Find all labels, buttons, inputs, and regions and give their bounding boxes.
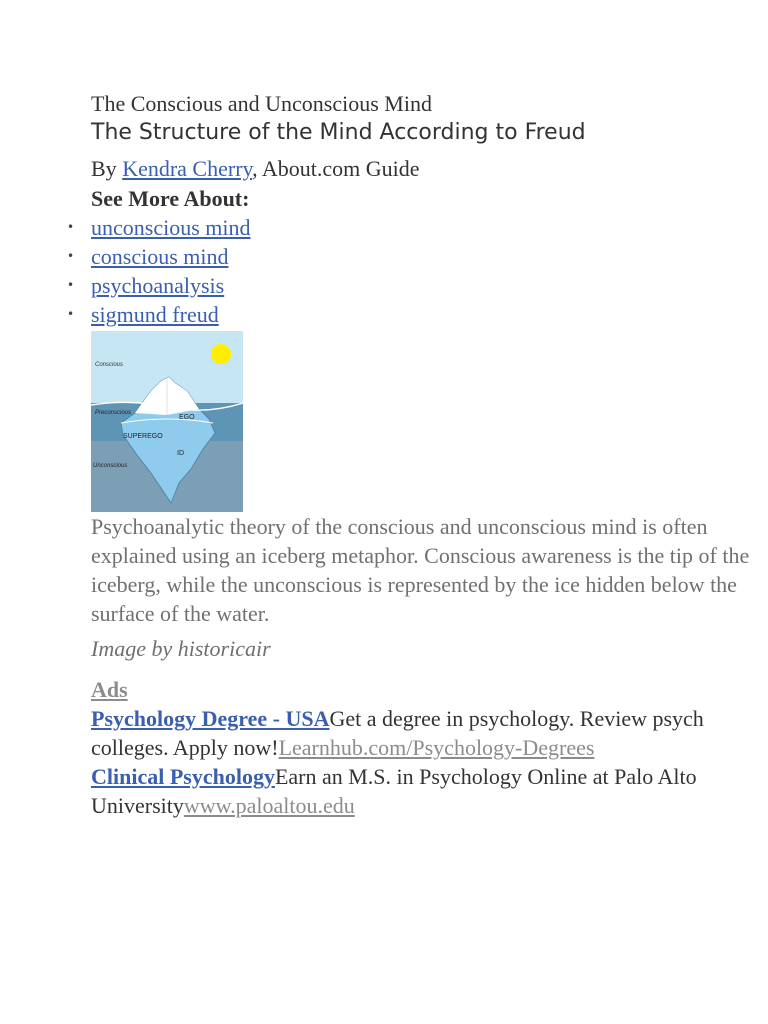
ad-url-link[interactable]: www.paloaltou.edu	[183, 793, 355, 818]
bullet-icon: •	[67, 249, 75, 263]
ad-title-link[interactable]: Clinical Psychology	[91, 764, 275, 789]
ads-link[interactable]: Ads	[91, 677, 128, 702]
image-credit: Image by historicair	[91, 636, 271, 661]
label-unconscious: Unconscious	[93, 463, 128, 469]
list-item	[67, 242, 751, 271]
article-body	[67, 90, 751, 820]
ads-heading	[91, 675, 751, 704]
topic-link-sigmund-freud[interactable]: sigmund freud	[91, 302, 219, 327]
label-ego: EGO	[179, 414, 195, 421]
ad-title-link[interactable]: Psychology Degree - USA	[91, 706, 330, 731]
sun-icon	[211, 344, 231, 364]
ad-item	[91, 762, 751, 820]
iceberg-figure	[91, 331, 243, 512]
topic-link-unconscious-mind[interactable]: unconscious mind	[91, 215, 251, 240]
article-pretitle: The Conscious and Unconscious Mind	[91, 91, 432, 116]
figure-caption: Psychoanalytic theory of the conscious and unconscious mind is often explained using an iceberg metaphor. Conscious awareness is the tip of the iceberg, while the unconscious is represented by the ice hidden below the surface of the water.	[91, 514, 750, 626]
topic-link-psychoanalysis[interactable]: psychoanalysis	[91, 273, 225, 298]
topic-list	[67, 213, 751, 329]
author-link[interactable]: Kendra Cherry	[122, 156, 253, 181]
topic-link-conscious-mind[interactable]: conscious mind	[91, 244, 229, 269]
ad-text: Earn an M.S. in Psychology Online at Palo Alto University	[91, 764, 697, 818]
byline	[91, 154, 751, 184]
list-item	[67, 213, 751, 242]
see-more-heading: See More About:	[91, 186, 250, 211]
bullet-icon: •	[67, 307, 75, 321]
ad-text: Get a degree in psychology. Review psych colleges. Apply now!	[91, 706, 704, 760]
byline-prefix: By	[91, 156, 123, 181]
label-superego: SUPEREGO	[123, 433, 163, 440]
list-item	[67, 300, 751, 329]
list-item	[67, 271, 751, 300]
label-id: ID	[177, 450, 184, 457]
ad-url-link[interactable]: Learnhub.com/Psychology-Degrees	[278, 735, 595, 760]
label-conscious: Conscious	[95, 362, 124, 368]
ad-item	[91, 704, 751, 762]
byline-suffix: , About.com Guide	[252, 156, 420, 181]
bullet-icon: •	[67, 278, 75, 292]
article-title: The Structure of the Mind According to Freud	[91, 120, 586, 145]
bullet-icon: •	[67, 220, 75, 234]
label-preconscious: Preconscious	[95, 410, 132, 416]
